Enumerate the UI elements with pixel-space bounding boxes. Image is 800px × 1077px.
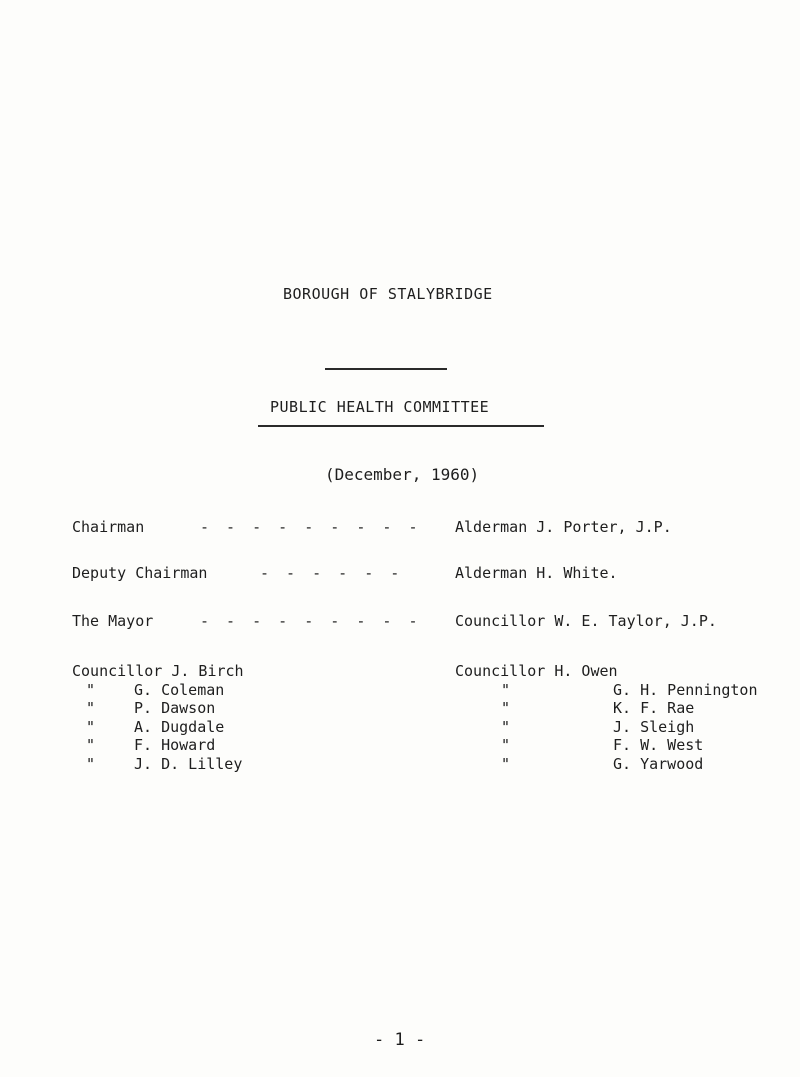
member-name: P. Dawson: [134, 699, 216, 717]
leader-dashes: - - - - - - - - -: [200, 612, 422, 630]
ditto-mark: ": [501, 680, 511, 699]
member-entry: [72, 718, 244, 737]
ditto-mark: ": [86, 717, 96, 736]
member-name: G. Coleman: [134, 680, 225, 699]
member-name: F. W. West: [613, 736, 704, 754]
member-entry: [72, 736, 244, 755]
leader-dashes: - - - - - - - - -: [200, 518, 422, 536]
ditto-mark: ": [86, 754, 96, 773]
committee-underline: [258, 425, 544, 427]
officer-label: Chairman: [72, 518, 145, 536]
member-entry: [455, 681, 758, 700]
leader-dashes: - - - - - -: [260, 564, 404, 582]
member-entry: [72, 699, 244, 718]
member-entry: [455, 718, 758, 737]
member-entry: [455, 699, 758, 718]
ditto-mark: ": [86, 680, 96, 699]
member-name: J. D. Lilley: [134, 754, 243, 773]
member-entry: Councillor H. Owen: [455, 662, 618, 680]
officer-name: Alderman H. White.: [455, 564, 618, 582]
member-name: A. Dugdale: [134, 717, 225, 736]
ditto-mark: ": [86, 699, 96, 717]
members-list-left: [72, 662, 244, 773]
member-name: F. Howard: [134, 736, 216, 754]
member-name: G. H. Pennington: [613, 680, 758, 699]
member-name: G. Yarwood: [613, 754, 704, 773]
member-entry: [455, 736, 758, 755]
officer-name: Councillor W. E. Taylor, J.P.: [455, 612, 717, 630]
officer-label: The Mayor: [72, 612, 154, 630]
title-underline: [325, 368, 447, 370]
ditto-mark: ": [501, 754, 511, 773]
members-list-right: [455, 662, 758, 773]
committee-title: PUBLIC HEALTH COMMITTEE: [270, 398, 490, 416]
member-entry: Councillor J. Birch: [72, 662, 244, 680]
ditto-mark: ": [501, 699, 511, 717]
officer-name: Alderman J. Porter, J.P.: [455, 518, 672, 536]
ditto-mark: ": [501, 736, 511, 754]
ditto-mark: ": [501, 717, 511, 736]
member-entry: [455, 755, 758, 774]
page-number: - 1 -: [374, 1030, 426, 1050]
member-entry: [72, 755, 244, 774]
member-name: K. F. Rae: [613, 699, 695, 717]
committee-date: (December, 1960): [325, 465, 480, 484]
member-name: J. Sleigh: [613, 717, 695, 736]
ditto-mark: ": [86, 736, 96, 754]
document-title: BOROUGH OF STALYBRIDGE: [283, 285, 493, 303]
member-entry: [72, 681, 244, 700]
officer-label: Deputy Chairman: [72, 564, 208, 582]
